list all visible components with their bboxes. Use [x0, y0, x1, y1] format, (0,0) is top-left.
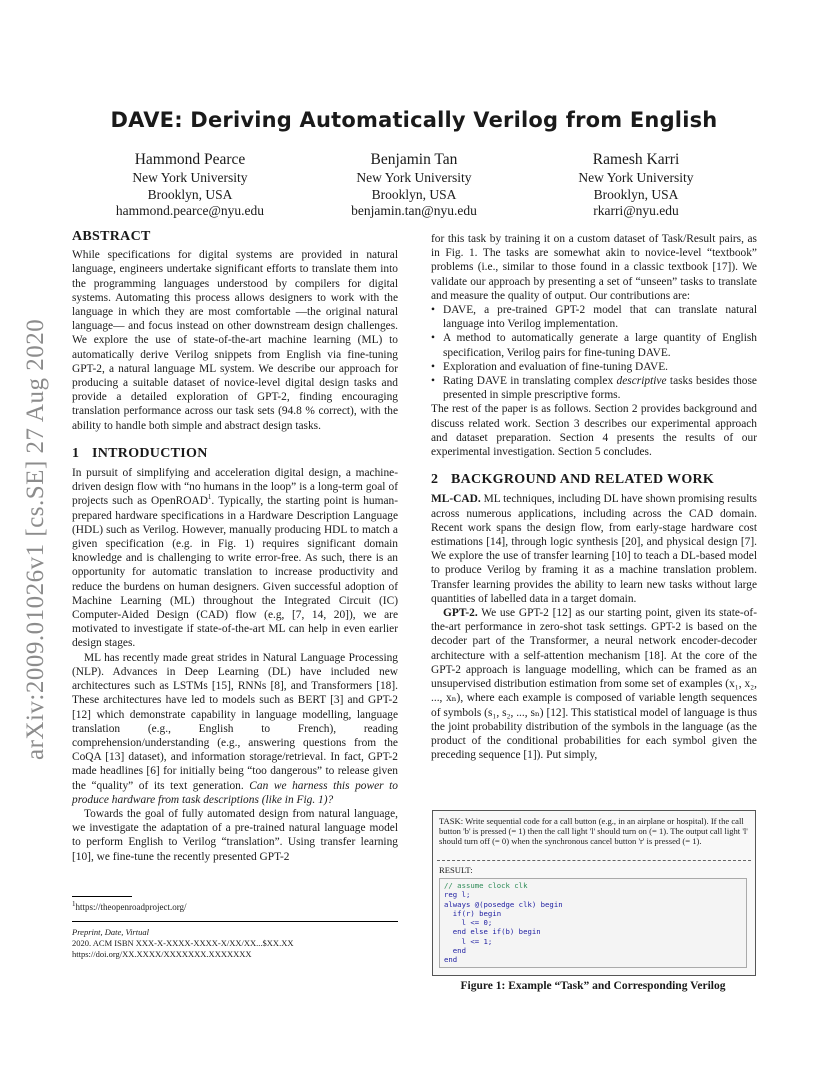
preprint-doi: https://doi.org/XX.XXXX/XXXXXXX.XXXXXXX — [72, 949, 252, 959]
intro-p1-text: In pursuit of simplifying and acceleration digital design, a machine-driven design flow with “no humans in the loop” is a long-term goal of projects such as OpenROAD — [72, 467, 398, 508]
paragraph-text: ML techniques, including DL have shown promising results across numerous applications, including across the CAD domain. Recent work spans the design flow, from early-stage hardware cost estimations [14], through logic synthesis [20], and physical design [7]. We explore the use of transfer learning [10] to teach a DL-based model to produce Verilog by framing it as a machine translation problem. Transfer learning provides the ability to learn new tasks without large quantities of labelled data in a target domain. — [431, 493, 757, 605]
code-line: reg l; — [444, 890, 471, 900]
author-location: Brooklyn, USA — [147, 186, 233, 202]
author-affiliation: New York University — [578, 170, 694, 185]
figure-result-label: RESULT: — [439, 865, 473, 875]
section-title: INTRODUCTION — [92, 445, 208, 461]
code-line: end else if(b) begin — [444, 927, 541, 937]
right-column — [431, 232, 757, 762]
author-affiliation: New York University — [132, 170, 248, 185]
figure-1-caption: Figure 1: Example “Task” and Corresponding Verilog — [460, 980, 726, 992]
code-line: end — [444, 946, 466, 956]
bullet-emphasis: descriptive — [616, 375, 667, 388]
author-location: Brooklyn, USA — [593, 186, 679, 202]
paragraph-text: We use GPT-2 [12] as our starting point, given its state-of-the-art performance in zero-shot task settings. GPT-2 is based on the decoder part of the Transformer, a neural network encoder-decoder architecture with a self-attention mechanism [18]. At the core of the GPT-2 approach is language modelling, which can be framed as an unsupervised distribution estimation from some set of examples (x₁, x₂, ..., xₙ), where each example is composed of variable length sequences of symbols (s₁, s₂, ..., sₙ) [12]. This statistical model of language is thus the joint probability distribution of the symbols in the language (as the product of the conditional probabilities for each symbol given the preceding sequence [1]). Put simply, — [431, 607, 757, 762]
author-affiliation: New York University — [356, 170, 472, 185]
intro-continued-paragraph: for this task by training it on a custom dataset of Task/Result pairs, as in Fig. 1. The tasks are somewhat akin to novice-level “textbook” problems (i.e., similar to those found in a classic textbook [17]). We validate our approach by presenting a set of “unseen” tasks to translate and measure the quality of output. Our contributions are: — [431, 233, 757, 302]
contribution-bullet — [431, 374, 757, 402]
bullet-text: Rating DAVE in translating complex — [443, 375, 617, 388]
author-email: benjamin.tan@nyu.edu — [351, 203, 477, 218]
paper-outline-paragraph: The rest of the paper is as follows. Section 2 provides background and discuss related work. Section 3 describes our experimental approach and dataset preparation. Section 4 presents the results of our experimental investigation. Section 5 concludes. — [431, 403, 757, 459]
abstract-text: While specifications for digital systems are provided in natural language, engineers undertake significant efforts to translate them into the programming languages understood by compilers for digital systems. Automating this process allows designers to work with the language in which they are most comfortable —the original natural language— and focus instead on other downstream design challenges. We explore the use of state-of-the-art machine learning (ML) to automatically derive Verilog snippets from English via fine-tuning GPT-2, a natural language ML system. We describe our approach for producing a suitable dataset of novice-level digital design tasks and provide a detailed exploration of GPT-2, finding encouraging translation performance across our task sets (94.8 % correct), with the ability to handle both simple and abstract design tasks. — [72, 249, 398, 432]
intro-paragraph-2 — [72, 651, 398, 807]
figure-1-box — [432, 810, 756, 976]
code-line: // assume clock clk — [444, 881, 528, 890]
paper-title: DAVE: Deriving Automatically Verilog from English — [110, 108, 718, 132]
contribution-bullet: • DAVE, a pre-trained GPT-2 model that can translate natural language into Verilog implementation. — [431, 303, 757, 331]
author-block-3 — [526, 150, 746, 220]
section-title: BACKGROUND AND RELATED WORK — [451, 472, 715, 488]
paragraph-lead: ML-CAD. — [431, 493, 481, 506]
paragraph-lead: GPT-2. — [443, 607, 478, 620]
footnote-marker: 1 — [207, 493, 212, 502]
contribution-bullet: • Exploration and evaluation of fine-tuning DAVE. — [431, 360, 757, 374]
preprint-isbn: 2020. ACM ISBN XXX-X-XXXX-XXXX-X/XX/XX...$XX.XX — [72, 938, 294, 948]
intro-paragraph-3: Towards the goal of fully automated design from natural language, we investigate the adaptation of a pre-trained natural language model to perform English to Verilog “translation”. Using transfer learning [10], we fine-tune the recently presented GPT-2 — [72, 807, 398, 863]
preprint-info — [72, 927, 398, 960]
intro-heading — [72, 447, 398, 461]
author-email: hammond.pearce@nyu.edu — [115, 203, 265, 218]
intro-p2-question: Can we harness this power to produce hardware from task descriptions (like in Fig. 1)? — [72, 779, 398, 806]
intro-p2-text: ML has recently made great strides in Natural Language Processing (NLP). Advances in Deep Learning (DL) have included new architectures such as LSTMs [15], RNNs [8], and Transformers [18]. These architectures have led to models such as BERT [3] and GPT-2 [12] which demonstrate capability in language modelling, language translation (e.g., English to French), reading comprehension/understanding (e.g., answering questions from the CoQA [13] dataset), and information storage/retrieval. In fact, GPT-2 made headlines [6] for initially being “too dangerous” to release given the “quality” of its text generation. — [72, 651, 398, 792]
author-email: rkarri@nyu.edu — [593, 203, 679, 218]
abstract-heading: ABSTRACT — [72, 229, 151, 244]
footnote-mark: 1 — [72, 900, 76, 908]
preprint-rule — [72, 921, 398, 922]
intro-paragraph-1 — [72, 466, 398, 651]
mlcad-paragraph — [431, 492, 757, 606]
arxiv-identifier-stamp: arXiv:2009.01026v1 [cs.SE] 27 Aug 2020 — [22, 318, 49, 760]
author-block-2 — [304, 150, 524, 220]
author-name: Hammond Pearce — [134, 151, 246, 168]
background-heading — [431, 473, 757, 487]
code-line: l <= 0; — [444, 918, 493, 928]
section-number: 2 — [431, 472, 439, 488]
code-line: end — [444, 955, 458, 965]
author-name: Ramesh Karri — [592, 151, 680, 168]
author-name: Benjamin Tan — [370, 151, 458, 168]
author-block-1 — [80, 150, 300, 220]
code-line: l <= 1; — [444, 936, 493, 946]
gpt2-paragraph — [431, 606, 757, 762]
preprint-venue: Preprint, Date, Virtual — [72, 927, 149, 937]
bullet-text-cont: tasks besides those presented in simple prescriptive forms. — [443, 375, 757, 402]
verilog-code-block — [439, 878, 747, 968]
code-line: if(r) begin — [444, 908, 502, 918]
section-number: 1 — [72, 445, 80, 461]
contribution-bullet: • A method to automatically generate a large quantity of English specification, Verilog pairs for fine-tuning DAVE. — [431, 331, 757, 359]
left-column — [72, 230, 398, 864]
code-line: always @(posedge clk) begin — [444, 899, 563, 909]
footnote — [72, 902, 398, 912]
footnote-rule — [72, 896, 132, 897]
author-location: Brooklyn, USA — [371, 186, 457, 202]
footnote-text: https://theopenroadproject.org/ — [75, 902, 187, 912]
figure-divider — [437, 860, 751, 861]
intro-p1-text-cont: . Typically, the starting point is human-prepared hardware specifications in a Hardware Description Language (HDL) such as Verilog. However, manually producing HDL to match a given specification (e.g. in Fig. 1) requires significant domain knowledge and is challenging to write error-free. As such, there is an opportunity for automatic translation to increase productivity and reduce the burdens on human designers. Given successful adoption of Machine Learning (ML) throughout the Integrated Circuit (IC) Computer-Aided Design (CAD) flow (e.g, [7, 14, 20]), we are motivated to investigate if state-of-the-art ML can help in even earlier design stages. — [72, 495, 398, 650]
figure-task-text: TASK: Write sequential code for a call button (e.g., in an airplane or hospital). If the call button 'b' is pressed (= 1) then the call light 'l' should turn on (= 1). The output call light 'l' should turn off (= 0) when the synchronous cancel button 'r' is pressed (= 1). — [439, 816, 748, 847]
